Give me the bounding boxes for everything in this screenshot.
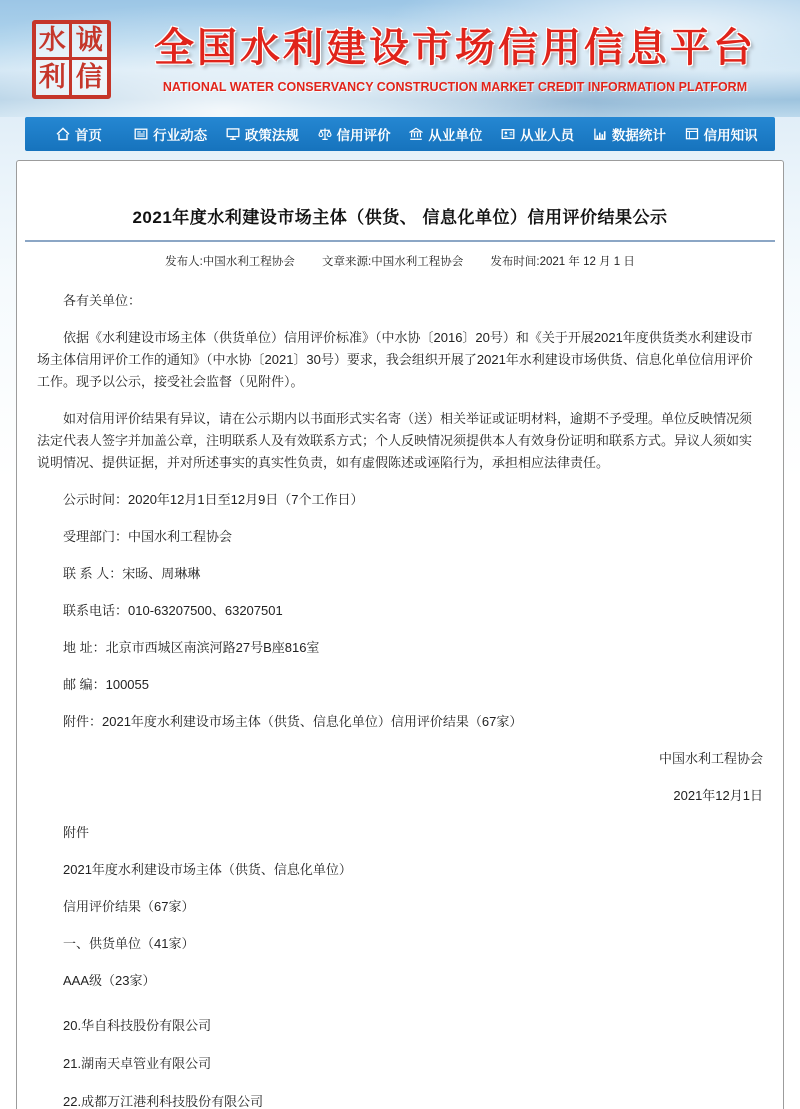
main-nav — [25, 117, 775, 151]
info-line-accepting-department: 受理部门：中国水利工程协会 — [63, 529, 233, 544]
attachment-title-1: 2021年度水利建设市场主体（供货、信息化单位） — [63, 862, 352, 877]
nav-item-label: 信用知识 — [703, 128, 758, 143]
nav-item-label: 信用评价 — [336, 128, 391, 143]
article-body — [23, 269, 777, 1109]
site-header — [0, 0, 800, 117]
salutation: 各有关单位： — [63, 293, 142, 308]
nav-item-label: 首页 — [74, 128, 102, 143]
site-title: 全国水利建设市场信用信息平台 — [154, 26, 756, 70]
title-divider — [25, 240, 775, 242]
nav-item-label: 数据统计 — [611, 128, 666, 143]
info-line-attachment-note: 附件：2021年度水利建设市场主体（供货、信息化单位）信用评价结果（67家） — [63, 714, 523, 729]
nav-item-statistics[interactable] — [584, 117, 676, 151]
person-card-icon — [501, 127, 515, 141]
signature-date: 2021年12月1日 — [673, 788, 763, 803]
nav-item-credit-evaluation[interactable] — [308, 117, 400, 151]
signature-org: 中国水利工程协会 — [658, 751, 763, 766]
nav-item-policies[interactable] — [217, 117, 309, 151]
home-icon — [56, 127, 70, 141]
scale-icon — [318, 127, 332, 141]
nav-item-label: 政策法规 — [244, 128, 299, 143]
chart-icon — [593, 127, 607, 141]
site-logo — [32, 20, 111, 99]
info-line-publicity-period: 公示时间：2020年12月1日至12月9日（7个工作日） — [63, 492, 364, 507]
logo-char: 水 — [36, 24, 72, 60]
nav-item-label: 行业动态 — [153, 128, 208, 143]
monitor-icon — [226, 127, 240, 141]
company-list-item: 21.湖南天卓管业有限公司 — [63, 1056, 212, 1071]
nav-item-employers[interactable] — [400, 117, 492, 151]
grade-heading: AAA级（23家） — [63, 973, 156, 988]
nav-item-practitioners[interactable] — [492, 117, 584, 151]
book-icon — [685, 127, 699, 141]
attachment-title-2: 信用评价结果（67家） — [63, 899, 195, 914]
paragraph: 如对信用评价结果有异议，请在公示期内以书面形式实名寄（送）相关举证或证明材料，逾期不予受理。单位反映情况须法定代表人签字并加盖公章，注明联系人及有效联系方式；个人反映情况须提供本人有效身份证明和联系方式。异议人须如实说明情况、提供证据，并对所述事实的真实性负责，如有虚假陈述或诬陷行为，承担相应法律责任。 — [37, 411, 753, 470]
bank-icon — [409, 127, 423, 141]
nav-item-label: 从业人员 — [520, 128, 575, 143]
info-line-postcode: 邮 编：100055 — [63, 677, 149, 692]
content-panel — [16, 160, 784, 1109]
paragraph: 依据《水利建设市场主体（供货单位）信用评价标准》（中水协〔2016〕20号）和《关于开展2021年度供货类水利建设市场主体信用评价工作的通知》（中水协〔2021〕30号）要求，我会组织开展了2021年水利建设市场供货、信息化单位信用评价工作。现予以公示，接受社会监督（见附件）。 — [37, 330, 753, 389]
article-title: 2021年度水利建设市场主体（供货、 信息化单位）信用评价结果公示 — [132, 208, 668, 227]
category-heading: 一、供货单位（41家） — [63, 936, 195, 951]
nav-item-label: 从业单位 — [428, 128, 483, 143]
logo-char: 利 — [36, 60, 72, 96]
info-line-address: 地 址：北京市西城区南滨河路27号B座816室 — [63, 640, 320, 655]
article-meta — [23, 253, 777, 269]
info-line-contacts: 联 系 人：宋旸、周琳琳 — [63, 566, 201, 581]
site-subtitle: NATIONAL WATER CONSERVANCY CONSTRUCTION MARKET CREDIT INFORMATION PLATFORM — [162, 80, 748, 94]
nav-item-industry-news[interactable] — [125, 117, 217, 151]
company-list-item: 20.华自科技股份有限公司 — [63, 1018, 212, 1033]
meta-publish-time: 发布时间:2021 年 12 月 1 日 — [490, 256, 635, 268]
logo-char: 信 — [75, 61, 103, 92]
nav-item-home[interactable] — [33, 117, 125, 151]
nav-item-credit-knowledge[interactable] — [675, 117, 767, 151]
logo-char: 诚 — [72, 24, 108, 60]
meta-source: 文章来源:中国水利工程协会 — [322, 256, 464, 268]
company-list-item: 22.成都万江港利科技股份有限公司 — [63, 1094, 264, 1109]
news-icon — [134, 127, 148, 141]
info-line-phone: 联系电话：010-63207500、63207501 — [63, 603, 283, 618]
meta-publisher: 发布人:中国水利工程协会 — [165, 256, 295, 268]
header-text — [120, 16, 790, 94]
attachment-label: 附件 — [63, 825, 90, 840]
